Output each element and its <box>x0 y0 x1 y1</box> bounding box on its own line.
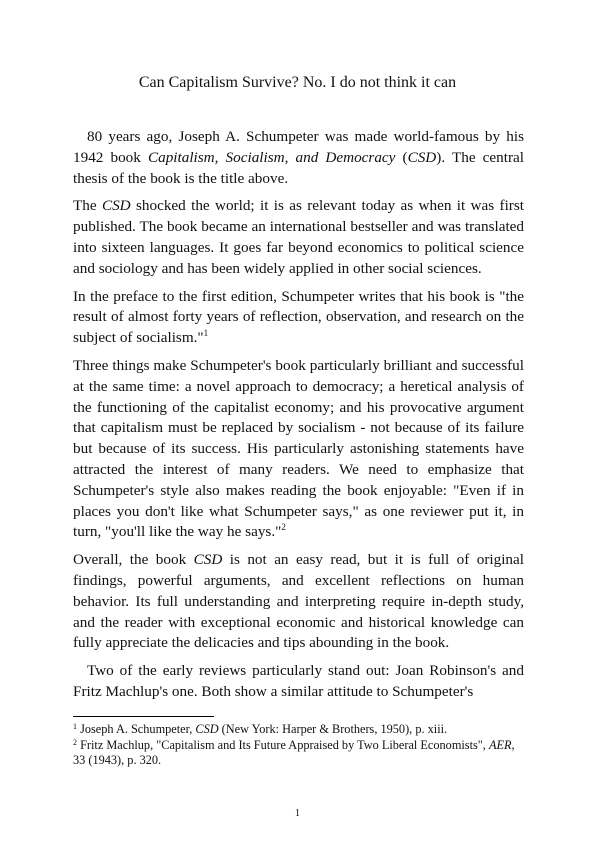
paragraph-1-text-a: 80 years ago, Joseph A. Schumpeter was made world-famous by his 1942 book <box>73 128 524 166</box>
paragraph-3-text: In the preface to the first edition, Schumpeter writes that his book is "the result of almost forty years of reflection, observation, and research on the subject of socialism." <box>73 287 524 347</box>
footnote-separator <box>73 716 214 717</box>
page-number: 1 <box>295 808 300 819</box>
paragraph-1-text-c: ). The central thesis of the book is the title above. <box>73 148 524 187</box>
paragraph-6-text: Two of the early reviews particularly stand out: Joan Robinson's and Fritz Machlup's one. Both show a similar attitude to Schumpeter's <box>73 662 524 700</box>
footnotes <box>73 722 524 769</box>
footnote-ref-2: 2 <box>281 522 286 533</box>
paragraph-4-text: Three things make Schumpeter's book particularly brilliant and successful at the same time: a novel approach to democracy; a heretical analysis of the functioning of the capitalist economy; and his provocative argument that capitalism must be replaced by socialism - not because of its failure but because of its success. His particularly astonishing statements have attracted the interest of many readers. We need to emphasize that Schumpeter's style also makes reading the book enjoyable: "Even if in places you don't like what Schumpeter says," as one reviewer put it, in turn, "you'll like the way he says." <box>73 356 524 541</box>
paragraph-5-text-b: is not an easy read, but it is full of original findings, powerful arguments, and excellent reflections on human behavior. Its full understanding and interpreting require in-depth study, and the reader with exceptional economic and historical knowledge can fully appreciate the delicacies and tips abounding in the book. <box>73 551 524 652</box>
footnote-2-number: 2 <box>73 737 77 747</box>
paragraph-2-text-b: shocked the world; it is as relevant today as when it was first published. The book became an international bestseller and was translated into sixteen languages. It goes far beyond economics to political science and sociology and has been widely applied in other social sciences. <box>73 197 524 277</box>
footnote-2 <box>73 738 524 769</box>
footnote-1-italic: CSD <box>195 722 219 736</box>
footnote-ref-1: 1 <box>203 328 209 339</box>
book-title: Capitalism, Socialism, and Democracy <box>147 148 396 166</box>
paragraph-5-text-a: Overall, the book <box>73 551 194 569</box>
book-abbreviation: CSD <box>101 197 131 215</box>
footnote-2-text-a: Fritz Machlup, "Capitalism and Its Future Appraised by Two Liberal Economists", <box>77 737 489 752</box>
footnote-1 <box>73 722 524 738</box>
paragraph-2 <box>73 196 524 279</box>
document-body <box>73 127 524 710</box>
book-abbreviation: CSD <box>407 148 437 166</box>
paragraph-3 <box>73 287 524 349</box>
paragraph-6 <box>73 661 524 703</box>
paragraph-4 <box>73 356 524 543</box>
paragraph-1 <box>73 127 524 189</box>
footnote-1-number: 1 <box>73 722 77 731</box>
paragraph-5 <box>73 550 524 654</box>
paragraph-2-text-a: The <box>73 197 102 215</box>
footnote-1-text-a: Joseph A. Schumpeter, <box>77 722 196 736</box>
book-abbreviation: CSD <box>193 551 223 569</box>
footnote-2-text-b: , 33 (1943), p. 320. <box>73 737 515 767</box>
document-title: Can Capitalism Survive? No. I do not think it can <box>138 74 457 91</box>
footnote-1-text-b: (New York: Harper & Brothers, 1950), p. xiii. <box>218 722 448 736</box>
paragraph-1-text-b: ( <box>395 148 408 166</box>
footnote-2-italic: AER <box>488 737 512 752</box>
